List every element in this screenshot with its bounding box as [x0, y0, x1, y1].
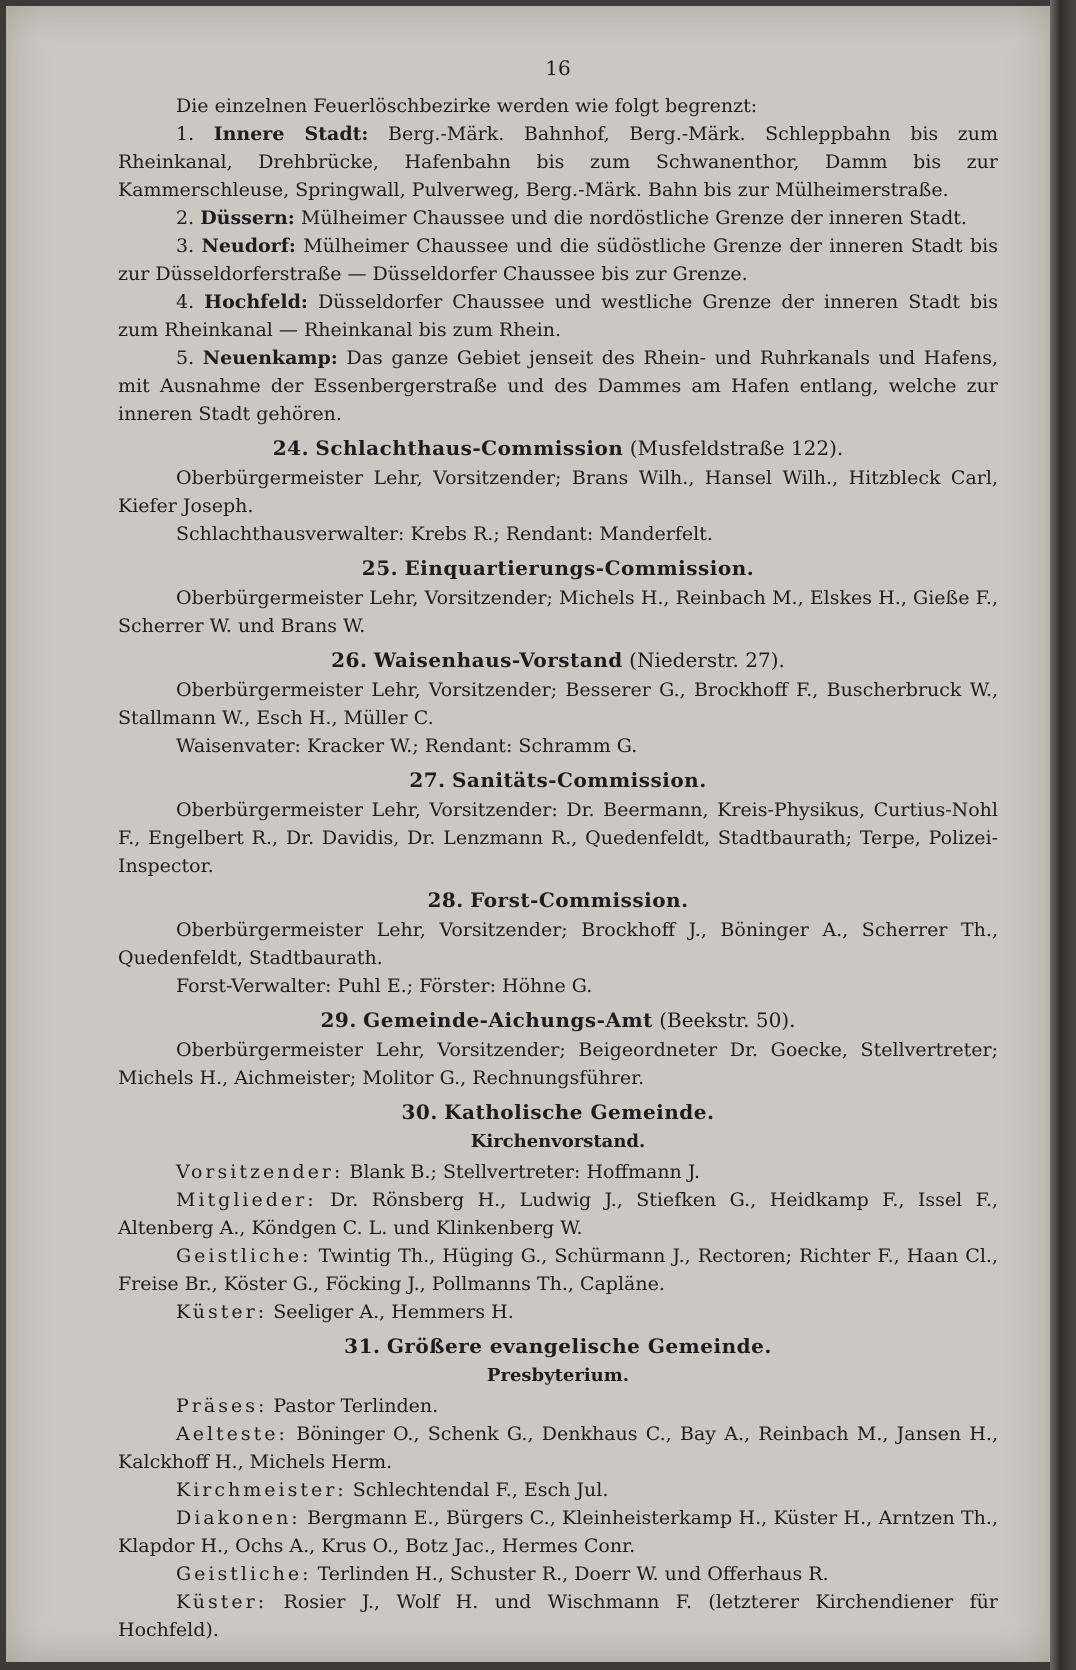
- section-title: Einquartierungs-Commission.: [404, 556, 755, 580]
- section-31-row: [118, 1504, 998, 1560]
- book-edge: [1050, 0, 1076, 1670]
- row-text: Seeliger A., Hemmers H.: [273, 1301, 514, 1323]
- row-text: Böninger O., Schenk G., Denkhaus C., Bay A., Reinbach M., Jansen H., Kalckhoff H., Michels Herm.: [118, 1423, 998, 1473]
- section-title: Gemeinde-Aichungs-Amt: [363, 1008, 653, 1032]
- district-number: 1.: [176, 123, 195, 145]
- district-number: 4.: [176, 291, 195, 313]
- section-24-members: Oberbürgermeister Lehr, Vorsitzender; Brans Wilh., Hansel Wilh., Hitzbleck Carl, Kiefer Joseph.: [118, 467, 998, 517]
- section-31-row: [118, 1420, 998, 1476]
- row-label: Küster:: [176, 1591, 268, 1613]
- section-address: (Beekstr. 50).: [659, 1008, 796, 1032]
- section-number: 30.: [401, 1100, 438, 1124]
- section-31-row: [118, 1560, 998, 1588]
- section-number: 24.: [272, 436, 310, 460]
- section-28-members: Oberbürgermeister Lehr, Vorsitzender; Brockhoff J., Böninger A., Scherrer Th., Quedenfeldt, Stadtbaurath.: [118, 919, 998, 969]
- district-name: Düssern:: [200, 207, 295, 229]
- row-label: Geistliche:: [176, 1245, 312, 1267]
- district-2: [118, 204, 998, 232]
- section-title: Größere evangelische Gemeinde.: [386, 1334, 772, 1358]
- row-text: Rosier J., Wolf H. und Wischmann F. (letzterer Kirchendiener für Hochfeld).: [118, 1591, 998, 1641]
- row-text: Terlinden H., Schuster R., Doerr W. und Offerhaus R.: [317, 1563, 829, 1585]
- district-text: Düsseldorfer Chaussee und westliche Grenze der inneren Stadt bis zum Rheinkanal — Rheinkanal bis zum Rhein.: [118, 291, 998, 341]
- district-4: [118, 288, 998, 344]
- district-3: [118, 232, 998, 288]
- row-text: Bergmann E., Bürgers C., Kleinheisterkamp H., Küster H., Arntzen Th., Klapdor H., Ochs A., Krus O., Botz Jac., Hermes Conr.: [118, 1507, 998, 1557]
- section-31-row: [118, 1476, 998, 1504]
- district-name: Neudorf:: [201, 235, 296, 257]
- district-5: [118, 344, 998, 428]
- section-title: Forst-Commission.: [470, 888, 689, 912]
- district-number: 2.: [176, 207, 195, 229]
- section-number: 26.: [331, 648, 368, 672]
- section-address: (Musfeldstraße 122).: [629, 436, 844, 460]
- section-number: 31.: [344, 1334, 381, 1358]
- section-31-subheading: Presbyterium.: [486, 1365, 630, 1386]
- section-29-heading: [118, 1006, 998, 1034]
- row-label: Vorsitzender:: [176, 1161, 344, 1183]
- district-text: Mülheimer Chaussee und die südöstliche Grenze der inneren Stadt bis zur Düsseldorferstraße — Düsseldorfer Chaussee bis zur Grenze.: [118, 235, 998, 285]
- page-number: 16: [545, 56, 571, 80]
- row-label: Diakonen:: [176, 1507, 301, 1529]
- row-label: Aelteste:: [176, 1423, 288, 1445]
- district-name: Hochfeld:: [204, 291, 308, 313]
- row-label: Kirchmeister:: [176, 1479, 347, 1501]
- section-number: 28.: [427, 888, 464, 912]
- section-30-heading: [118, 1098, 998, 1126]
- row-text: Pastor Terlinden.: [273, 1395, 439, 1417]
- section-26-heading: [118, 646, 998, 674]
- page-content: [118, 54, 998, 1644]
- section-28-officers: Forst-Verwalter: Puhl E.; Förster: Höhne G.: [176, 975, 593, 997]
- section-27-heading: [118, 766, 998, 794]
- row-text: Twintig Th., Hüging G., Schürmann J., Rectoren; Richter F., Haan Cl., Freise Br., Köster G., Föcking J., Pollmanns Th., Capläne.: [118, 1245, 998, 1295]
- district-name: Innere Stadt:: [213, 123, 369, 145]
- section-28-heading: [118, 886, 998, 914]
- section-26-officers: Waisenvater: Kracker W.; Rendant: Schramm G.: [176, 735, 638, 757]
- row-text: Dr. Rönsberg H., Ludwig J., Stiefken G., Heidkamp F., Issel F., Altenberg A., Köndgen C. L. und Klinkenberg W.: [118, 1189, 998, 1239]
- section-title: Schlachthaus-Commission: [315, 436, 624, 460]
- district-text: Berg.-Märk. Bahnhof, Berg.-Märk. Schleppbahn bis zum Rheinkanal, Drehbrücke, Hafenbahn bis zum Schwanenthor, Damm bis zur Kammerschleuse, Springwall, Pulverweg, Berg.-Märk. Bahn bis zur Mülheimerstraße.: [118, 123, 998, 201]
- section-title: Sanitäts-Commission.: [451, 768, 707, 792]
- row-text: Schlechtendal F., Esch Jul.: [352, 1479, 609, 1501]
- section-26-members: Oberbürgermeister Lehr, Vorsitzender; Besserer G., Brockhoff F., Buscherbruck W., Stallmann W., Esch H., Müller C.: [118, 679, 998, 729]
- section-number: 29.: [320, 1008, 357, 1032]
- row-label: Küster:: [176, 1301, 268, 1323]
- section-24-officers: Schlachthausverwalter: Krebs R.; Rendant: Manderfelt.: [176, 523, 713, 545]
- district-1: [118, 120, 998, 204]
- district-name: Neuenkamp:: [202, 347, 338, 369]
- section-24-heading: [118, 434, 998, 462]
- row-label: Mitglieder:: [176, 1189, 317, 1211]
- section-30-row: [118, 1186, 998, 1242]
- row-label: Präses:: [176, 1395, 268, 1417]
- section-31-row: [118, 1588, 998, 1644]
- row-label: Geistliche:: [176, 1563, 312, 1585]
- intro-text: Die einzelnen Feuerlöschbezirke werden wie folgt begrenzt:: [176, 95, 758, 117]
- section-address: (Niederstr. 27).: [629, 648, 785, 672]
- section-29-members: Oberbürgermeister Lehr, Vorsitzender; Beigeordneter Dr. Goecke, Stellvertreter; Michels H., Aichmeister; Molitor G., Rechnungsführer.: [118, 1039, 998, 1089]
- section-30-subheading: Kirchenvorstand.: [470, 1131, 646, 1152]
- section-number: 27.: [409, 768, 446, 792]
- section-25-members: Oberbürgermeister Lehr, Vorsitzender; Michels H., Reinbach M., Elskes H., Gießе F., Scherrer W. und Brans W.: [118, 587, 998, 637]
- district-text: Mülheimer Chaussee und die nordöstliche Grenze der inneren Stadt.: [300, 207, 967, 229]
- district-number: 3.: [176, 235, 195, 257]
- section-title: Katholische Gemeinde.: [444, 1100, 715, 1124]
- section-31-heading: [118, 1332, 998, 1360]
- section-30-row: [118, 1298, 998, 1326]
- row-text: Blank B.; Stellvertreter: Hoffmann J.: [349, 1161, 701, 1183]
- section-27-members: Oberbürgermeister Lehr, Vorsitzender: Dr. Beermann, Kreis-Physikus, Curtius-Nohl F., Engelbert R., Dr. Davidis, Dr. Lenzmann R., Quedenfeldt, Stadtbaurath; Terpe, Polizei-Inspector.: [118, 799, 998, 877]
- section-31-row: [118, 1392, 998, 1420]
- section-30-row: [118, 1158, 998, 1186]
- section-30-row: [118, 1242, 998, 1298]
- district-text: Das ganze Gebiet jenseit des Rhein- und Ruhrkanals und Hafens, mit Ausnahme der Essenbergerstraße und des Dammes am Hafen entlang, welche zur inneren Stadt gehören.: [118, 347, 998, 425]
- section-number: 25.: [361, 556, 399, 580]
- district-number: 5.: [176, 347, 195, 369]
- section-25-heading: [118, 554, 998, 582]
- section-title: Waisenhaus-Vorstand: [373, 648, 623, 672]
